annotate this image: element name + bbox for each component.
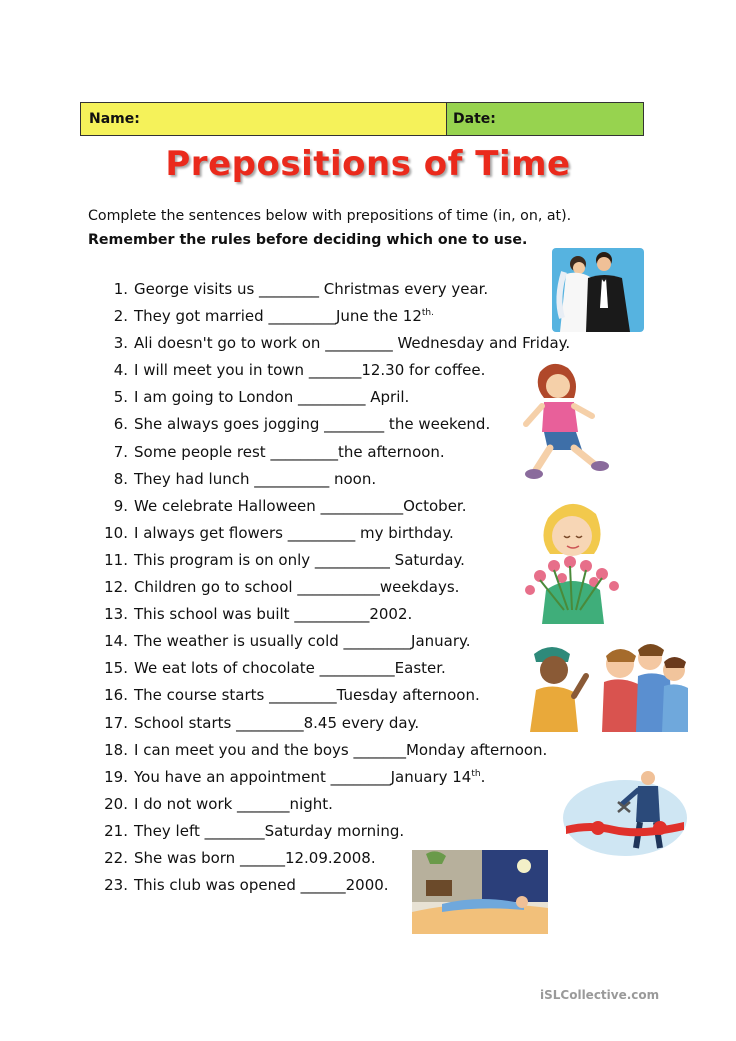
item-number: 20. — [104, 794, 128, 813]
item-text: I am going to London _________ April. — [134, 388, 410, 407]
sleeping-in-bed-illustration — [412, 850, 548, 934]
item-number: 6. — [113, 415, 128, 434]
item-number: 13. — [104, 605, 128, 624]
item-text: School starts _________8.45 every day. — [134, 713, 420, 732]
exercise-item — [94, 466, 570, 493]
item-number: 9. — [113, 496, 128, 515]
item-text: You have an appointment ________January 14 — [134, 767, 472, 786]
item-text: She was born ______12.09.2008. — [134, 848, 376, 867]
item-superscript: th. — [421, 308, 434, 319]
item-text: We celebrate Halloween ___________October. — [134, 496, 467, 515]
item-text: Ali doesn't go to work on _________ Wednesday and Friday. — [134, 334, 571, 353]
exercise-item — [94, 791, 570, 818]
exercise-item — [94, 574, 570, 601]
exercise-item — [94, 330, 570, 357]
item-text: The weather is usually cold _________January. — [134, 632, 471, 651]
item-number: 1. — [113, 280, 128, 298]
exercise-item — [94, 276, 570, 303]
exercise-item — [94, 764, 570, 791]
item-text: Children go to school ___________weekdays. — [134, 578, 460, 597]
exercise-item — [94, 818, 570, 845]
exercise-item — [94, 439, 570, 466]
instructions — [88, 204, 668, 252]
item-number: 4. — [113, 361, 128, 380]
exercise-item — [94, 384, 570, 411]
item-number: 3. — [113, 334, 128, 353]
exercise-item — [94, 682, 570, 709]
name-label: Name: — [89, 111, 140, 127]
date-label: Date: — [453, 111, 496, 127]
item-number: 7. — [113, 442, 128, 461]
item-text: I will meet you in town _______12.30 for coffee. — [134, 361, 486, 380]
item-text: George visits us ________ Christmas every year. — [134, 280, 489, 298]
worksheet-title: Prepositions of Time — [165, 144, 571, 184]
item-number: 18. — [104, 740, 128, 759]
item-number: 15. — [104, 659, 128, 678]
item-number: 22. — [104, 848, 128, 867]
item-text: The course starts _________Tuesday afternoon. — [134, 686, 480, 705]
item-number: 14. — [104, 632, 128, 651]
exercise-item — [94, 601, 570, 628]
item-superscript: th — [471, 768, 481, 779]
exercise-item — [94, 737, 570, 764]
instructions-line-2: Remember the rules before deciding which one to use. — [88, 232, 528, 248]
item-text: Some people rest _________the afternoon. — [134, 442, 445, 461]
item-text: I always get flowers _________ my birthday. — [134, 523, 454, 542]
wedding-couple-illustration — [552, 248, 644, 332]
jogging-girl-illustration — [522, 358, 614, 484]
item-number: 12. — [104, 578, 128, 597]
exercise-item — [94, 357, 570, 384]
exercise-item — [94, 628, 570, 655]
name-field[interactable] — [81, 103, 447, 135]
exercise-item — [94, 520, 570, 547]
item-text: They had lunch __________ noon. — [134, 469, 377, 488]
item-number: 23. — [104, 876, 128, 895]
item-number: 16. — [104, 686, 128, 705]
item-text: They got married _________June the 12 — [134, 307, 422, 326]
item-text: This school was built __________2002. — [134, 605, 413, 624]
people-waving-illustration — [524, 636, 688, 732]
exercise-item — [94, 303, 570, 330]
item-number: 10. — [104, 523, 128, 542]
item-text-end: . — [480, 767, 486, 786]
exercise-item — [94, 547, 570, 574]
name-date-bar — [80, 102, 644, 136]
item-number: 2. — [113, 307, 128, 326]
girl-with-flowers-illustration — [520, 494, 626, 624]
item-number: 19. — [104, 767, 128, 786]
item-number: 8. — [113, 469, 128, 488]
item-text: I do not work _______night. — [134, 794, 333, 813]
date-field[interactable] — [447, 103, 643, 135]
exercise-item — [94, 710, 570, 737]
instructions-line-1: Complete the sentences below with prepositions of time (in, on, at). — [88, 208, 572, 224]
item-text: We eat lots of chocolate __________Easter. — [134, 659, 446, 678]
exercise-item — [94, 411, 570, 438]
item-text: I can meet you and the boys _______Monday afternoon. — [134, 740, 548, 759]
footer-watermark: iSLCollective.com — [540, 988, 660, 1002]
item-number: 5. — [113, 388, 128, 407]
exercise-list — [94, 276, 570, 899]
item-text: They left ________Saturday morning. — [134, 821, 405, 840]
item-number: 21. — [104, 821, 128, 840]
item-text: This club was opened ______2000. — [134, 876, 389, 895]
exercise-item — [94, 655, 570, 682]
item-text: She always goes jogging ________ the weekend. — [134, 415, 491, 434]
item-text: This program is on only __________ Saturday. — [134, 550, 465, 569]
item-number: 17. — [104, 713, 128, 732]
exercise-item — [94, 493, 570, 520]
ribbon-cutting-illustration — [560, 764, 690, 860]
item-number: 11. — [104, 550, 128, 569]
